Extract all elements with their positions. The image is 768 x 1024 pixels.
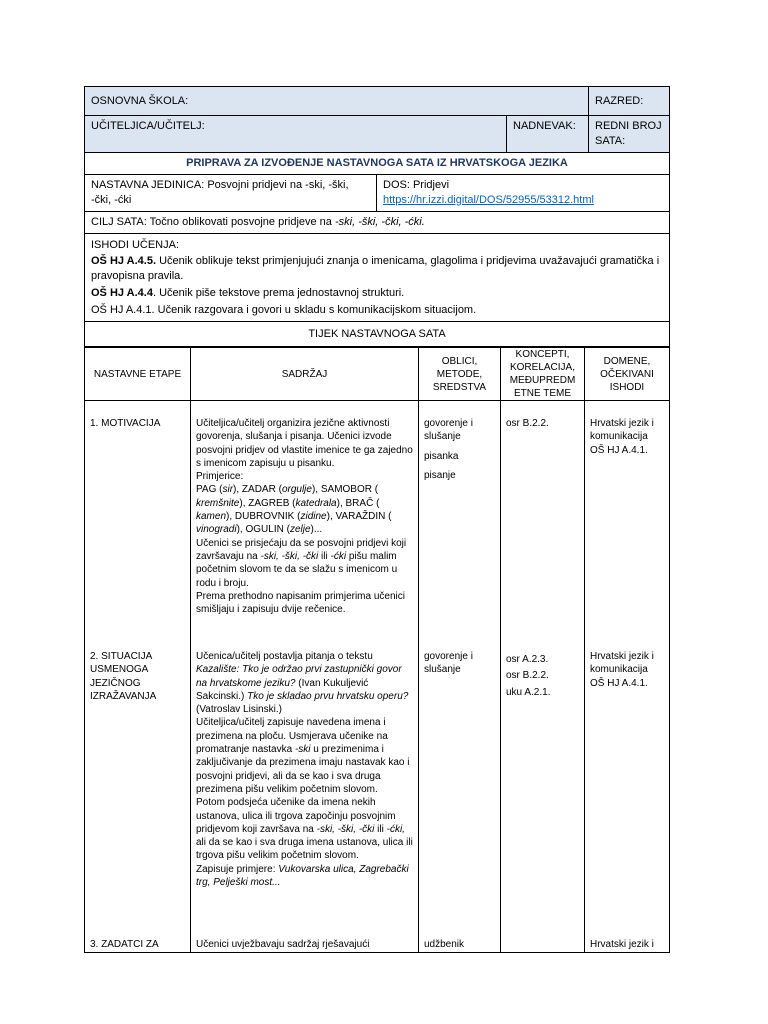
- concepts-cell: osr B.2.2.: [501, 401, 585, 628]
- outcome-1-code: OŠ HJ A.4.5.: [91, 255, 157, 267]
- content-cell: [191, 627, 419, 912]
- forms-cell: govorenje i slušanje: [419, 627, 501, 912]
- col-forms-3: SREDSTVA: [432, 381, 487, 393]
- col-concepts-3: MEĐUPREDM: [509, 375, 576, 386]
- school-field: OSNOVNA ŠKOLA:: [85, 87, 589, 116]
- content-paragraph: Primjerice:: [196, 471, 244, 483]
- forms-item: pisanka: [424, 450, 459, 462]
- outcome-3: OŠ HJ A.4.1. Učenik razgovara i govori u skladu s komunikacijskom situacijom.: [91, 304, 477, 316]
- dos-field: [377, 175, 670, 212]
- lesson-number-label-1: REDNI BROJ: [595, 120, 662, 132]
- col-concepts: [501, 348, 585, 401]
- goal-prefix: CILJ SATA: Točno oblikovati posvojne pridjeve na: [91, 216, 335, 228]
- header-table: [84, 86, 670, 347]
- col-forms-1: OBLICI,: [441, 355, 478, 367]
- unit-field: [85, 175, 377, 212]
- col-concepts-2: KORELACIJA,: [509, 362, 576, 373]
- forms-item: pisanje: [424, 469, 456, 481]
- concepts-cell: [501, 627, 585, 912]
- content-cell: Učenici uvježbavaju sadržaj rješavajući: [191, 912, 419, 953]
- content-paragraph: Učiteljica/učitelj zapisuje navedena imena i prezimena na ploču. Usmjerava učenike na promatranje nastavka -ski u prezimenima i zaključivanje da prezimena imaju nastavak kao i posvojni pridjevi, ali da se kao i sva druga prezimena pišu velikim početnim slovom.: [196, 717, 410, 795]
- concepts-item: osr A.2.3.: [506, 654, 549, 665]
- content-paragraph: Zapisuje primjere: Vukovarska ulica, Zagrebački trg, Pelješki most...: [196, 863, 409, 889]
- stage-cell: 1. MOTIVACIJA: [85, 401, 191, 628]
- content-cell: [191, 401, 419, 628]
- lesson-number-field: [589, 116, 670, 153]
- domains-cell: Hrvatski jezik i: [585, 912, 670, 953]
- col-stages: NASTAVNE ETAPE: [85, 348, 191, 401]
- col-forms: [419, 348, 501, 401]
- lesson-number-label-2: SATA:: [595, 135, 626, 147]
- date-field: NADNEVAK:: [507, 116, 589, 153]
- examples: PAG (sir), ZADAR (orgulje), SAMOBOR ( kremšnite), ZAGREB (katedrala), BRAČ ( kamen), DUBROVNIK (zidine), VARAŽDIN ( vinogradi), OGULIN (zelje)...: [196, 484, 392, 536]
- flow-title: TIJEK NASTAVNOGA SATA: [85, 322, 670, 347]
- teacher-field: UČITELJICA/UČITELJ:: [85, 116, 507, 153]
- content-paragraph: Učenica/učitelj postavlja pitanja o tekstu Kazalište: Tko je održao prvi zastupnički govor na hrvatskome jeziku? (Ivan Kukuljević Sakcinski.) Tko je skladao prvu hrvatsku operu? (Vatroslav Lisinski.): [196, 651, 409, 716]
- document-title: PRIPRAVA ZA IZVOĐENJE NASTAVNOGA SATA IZ HRVATSKOGA JEZIKA: [85, 153, 670, 175]
- content-paragraph: Potom podsjeća učenike da imena nekih ustanova, ulica ili trgova započinju posvojnim pridjevom koji završava na -ski, -ški, -čki ili -ćki, ali da se kao i sva druga imena ustanova, ulica ili trgova pišu velikim početnim slovom.: [196, 797, 413, 862]
- col-concepts-4: ETNE TEME: [513, 388, 572, 399]
- concepts-item: osr B.2.2.: [506, 670, 549, 682]
- unit-label: NASTAVNA JEDINICA: Posvojni pridjevi na -ski, -ški,: [91, 179, 349, 191]
- col-concepts-1: KONCEPTI,: [515, 349, 570, 360]
- domains-cell: Hrvatski jezik i komunikacija OŠ HJ A.4.1.: [585, 401, 670, 628]
- unit-label-cont: -čki, -ćki: [91, 194, 132, 206]
- forms-cell: [419, 401, 501, 628]
- col-domains-1: DOMENE,: [603, 355, 651, 367]
- concepts-cell: [501, 912, 585, 953]
- col-content: SADRŽAJ: [191, 348, 419, 401]
- outcomes-label: ISHODI UČENJA:: [91, 239, 180, 251]
- outcomes-field: [85, 234, 670, 322]
- content-paragraph: Prema prethodno napisanim primjerima učenici smišljaju i zapisuju dvije rečenice.: [196, 590, 405, 616]
- outcome-1-text: Učenik oblikuje tekst primjenjujući znanja o imenicama, glagolima i pridjevima uvažavajući gramatička i pravopisna pravila.: [91, 255, 660, 282]
- domains-cell: Hrvatski jezik i komunikacija OŠ HJ A.4.1.: [585, 627, 670, 912]
- col-domains-2: OČEKIVANI: [600, 368, 654, 380]
- flow-table: [84, 347, 670, 953]
- col-domains: [585, 348, 670, 401]
- forms-item: govorenje i slušanje: [424, 418, 473, 443]
- lesson-plan-document: [84, 86, 669, 953]
- content-paragraph: Učenici se prisjećaju da se posvojni pridjevi koji završavaju na -ski, -ški, -čki ili -ćki pišu malim početnim slovom te da se slažu s imenicom u rodu i broju.: [196, 537, 407, 589]
- outcome-2-text: . Učenik piše tekstove prema jednostavnoj strukturi.: [152, 287, 405, 299]
- goal-suffixes: -ski, -ški, -čki, -ćki.: [334, 216, 425, 228]
- dos-label: DOS: Pridjevi: [383, 179, 450, 191]
- col-forms-2: METODE,: [436, 368, 483, 380]
- stage-cell: 2. SITUACIJA USMENOGA JEZIČNOG IZRAŽAVANJA: [85, 627, 191, 912]
- concepts-item: uku A.2.1.: [506, 686, 551, 698]
- goal-field: [85, 212, 670, 234]
- outcome-2-code: OŠ HJ A.4.4: [91, 287, 153, 299]
- col-domains-3: ISHODI: [609, 381, 645, 393]
- stage-cell: 3. ZADATCI ZA: [85, 912, 191, 953]
- table-row: [85, 401, 670, 628]
- table-row: [85, 912, 670, 953]
- dos-link[interactable]: https://hr.izzi.digital/DOS/52955/53312.html: [383, 194, 594, 206]
- class-field: RAZRED:: [589, 87, 670, 116]
- table-row: [85, 627, 670, 912]
- forms-cell: udžbenik: [419, 912, 501, 953]
- content-paragraph: Učiteljica/učitelj organizira jezične aktivnosti govorenja, slušanja i pisanja. Učenici izvode posvojni pridjev od vlastite imenice te ga zajedno s imenicom zapisuju u pisanku.: [196, 418, 413, 469]
